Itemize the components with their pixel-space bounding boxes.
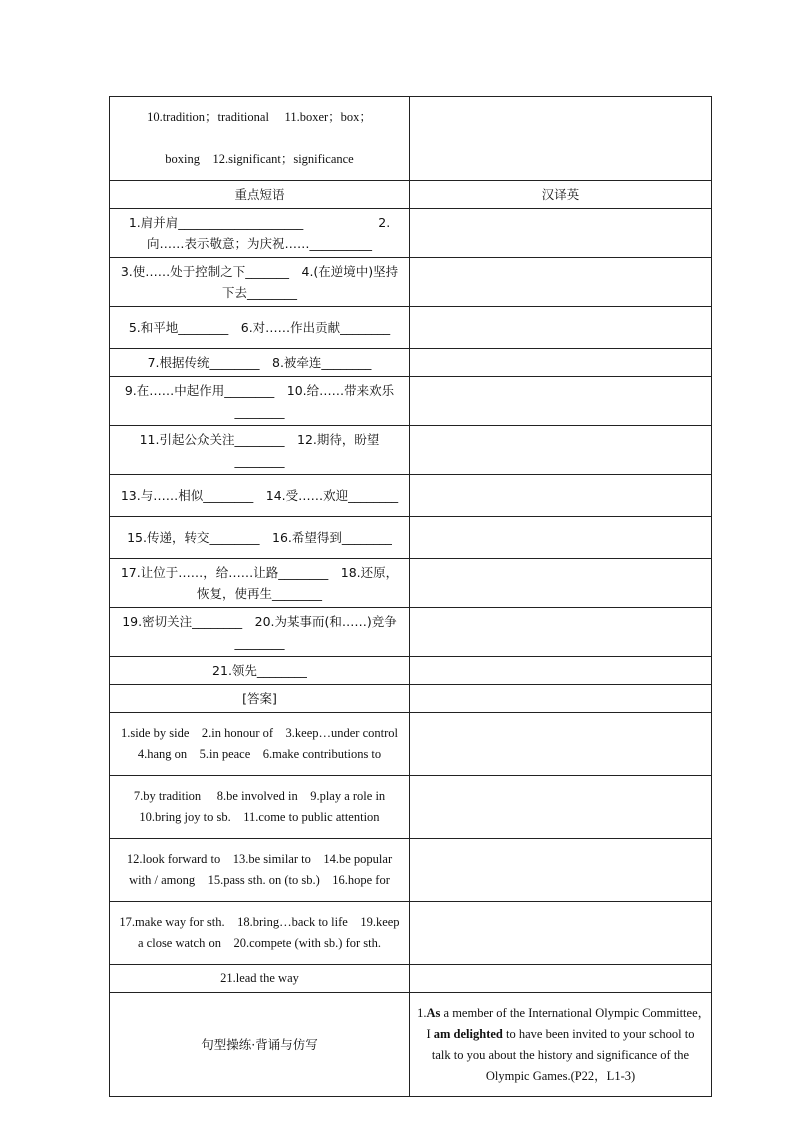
answer-cell <box>410 209 712 258</box>
answer-cell <box>410 426 712 475</box>
phrase-prompt-19: 19.密切关注________ 20.为某事而(和……)竞争________ <box>110 608 410 657</box>
sentence-example <box>410 993 717 1097</box>
answers-17-20: 17.make way for sth. 18.bring…back to life 19.keep a close watch on 20.compete (with sb.) for sth. <box>110 902 410 965</box>
previous-answers-cell <box>110 97 410 181</box>
answer-cell <box>410 307 712 349</box>
phrase-prompt-9: 9.在……中起作用________ 10.给……带来欢乐________ <box>110 377 410 426</box>
answer-cell <box>410 902 712 965</box>
table-row <box>110 902 712 965</box>
table-row <box>110 475 712 517</box>
blank-cell <box>410 97 712 181</box>
table-row <box>110 426 712 475</box>
table-row <box>110 657 712 685</box>
table-row <box>110 713 712 776</box>
table-row <box>110 377 712 426</box>
answer-cell <box>410 377 712 426</box>
sentence-bold-as: As <box>426 1005 441 1020</box>
phrase-prompt-13: 13.与……相似________ 14.受……欢迎________ <box>110 475 410 517</box>
table-row <box>110 559 712 608</box>
answer-cell <box>410 685 712 713</box>
translation-heading: 汉译英 <box>410 181 712 209</box>
phrase-prompt-21: 21.领先________ <box>110 657 410 685</box>
phrase-prompt-1: 1.肩并肩____________________ 2.向……表示敬意；为庆祝……__________ <box>110 209 410 258</box>
table-row <box>110 685 712 713</box>
table-row <box>110 839 712 902</box>
table-row <box>110 993 712 1097</box>
previous-answers-line2: boxing 12.significant；significance <box>165 152 354 166</box>
previous-answers-line1: 10.tradition；traditional 11.boxer；box； <box>147 110 372 124</box>
answers-1-6: 1.side by side 2.in honour of 3.keep…under control 4.hang on 5.in peace 6.make contributions to <box>110 713 410 776</box>
sentence-practice-heading: 句型操练·背诵与仿写 <box>110 993 410 1097</box>
phrase-prompt-3: 3.使……处于控制之下_______ 4.(在逆境中)坚持下去________ <box>110 258 410 307</box>
table-row <box>110 258 712 307</box>
answer-cell <box>410 517 712 559</box>
table-row <box>110 965 712 993</box>
table-row <box>110 517 712 559</box>
sentence-text-2: to have been invited to your school to talk to you about the history and significance of the Olympic Games.(P22，L1-3) <box>431 1026 695 1083</box>
answer-cell <box>410 559 712 608</box>
answer-label: [答案] <box>110 685 410 713</box>
table-row <box>110 97 712 181</box>
phrase-prompt-7: 7.根据传统________ 8.被牵连________ <box>110 349 410 377</box>
answers-12-16: 12.look forward to 13.be similar to 14.be popular with / among 15.pass sth. on (to sb.) 16.hope for <box>110 839 410 902</box>
answer-cell <box>410 475 712 517</box>
answer-cell <box>410 608 712 657</box>
header-row <box>110 181 712 209</box>
table-row <box>110 209 712 258</box>
sentence-number: 1. <box>417 1005 427 1020</box>
sentence-bold-delighted: am delighted <box>433 1026 503 1041</box>
answer-21: 21.lead the way <box>110 965 410 993</box>
answer-cell <box>410 965 712 993</box>
sentence-text-1: a member of the International Olympic Committee， I <box>426 1005 717 1041</box>
phrase-prompt-15: 15.传递，转交________ 16.希望得到________ <box>110 517 410 559</box>
table-row <box>110 307 712 349</box>
answer-cell <box>410 776 712 839</box>
answers-7-11: 7.by tradition 8.be involved in 9.play a role in 10.bring joy to sb. 11.come to public attention <box>110 776 410 839</box>
phrase-prompt-11: 11.引起公众关注________ 12.期待，盼望________ <box>110 426 410 475</box>
phrase-prompt-17: 17.让位于……，给……让路________ 18.还原，恢复，使再生________ <box>110 559 410 608</box>
key-phrases-heading: 重点短语 <box>110 181 410 209</box>
table-row <box>110 776 712 839</box>
answer-cell <box>410 349 712 377</box>
vocabulary-table <box>109 96 717 1097</box>
answer-cell <box>410 657 712 685</box>
answer-cell <box>410 839 712 902</box>
answer-cell <box>410 713 712 776</box>
answer-cell <box>410 258 712 307</box>
table-row <box>110 608 712 657</box>
phrase-prompt-5: 5.和平地________ 6.对……作出贡献________ <box>110 307 410 349</box>
table-row <box>110 349 712 377</box>
